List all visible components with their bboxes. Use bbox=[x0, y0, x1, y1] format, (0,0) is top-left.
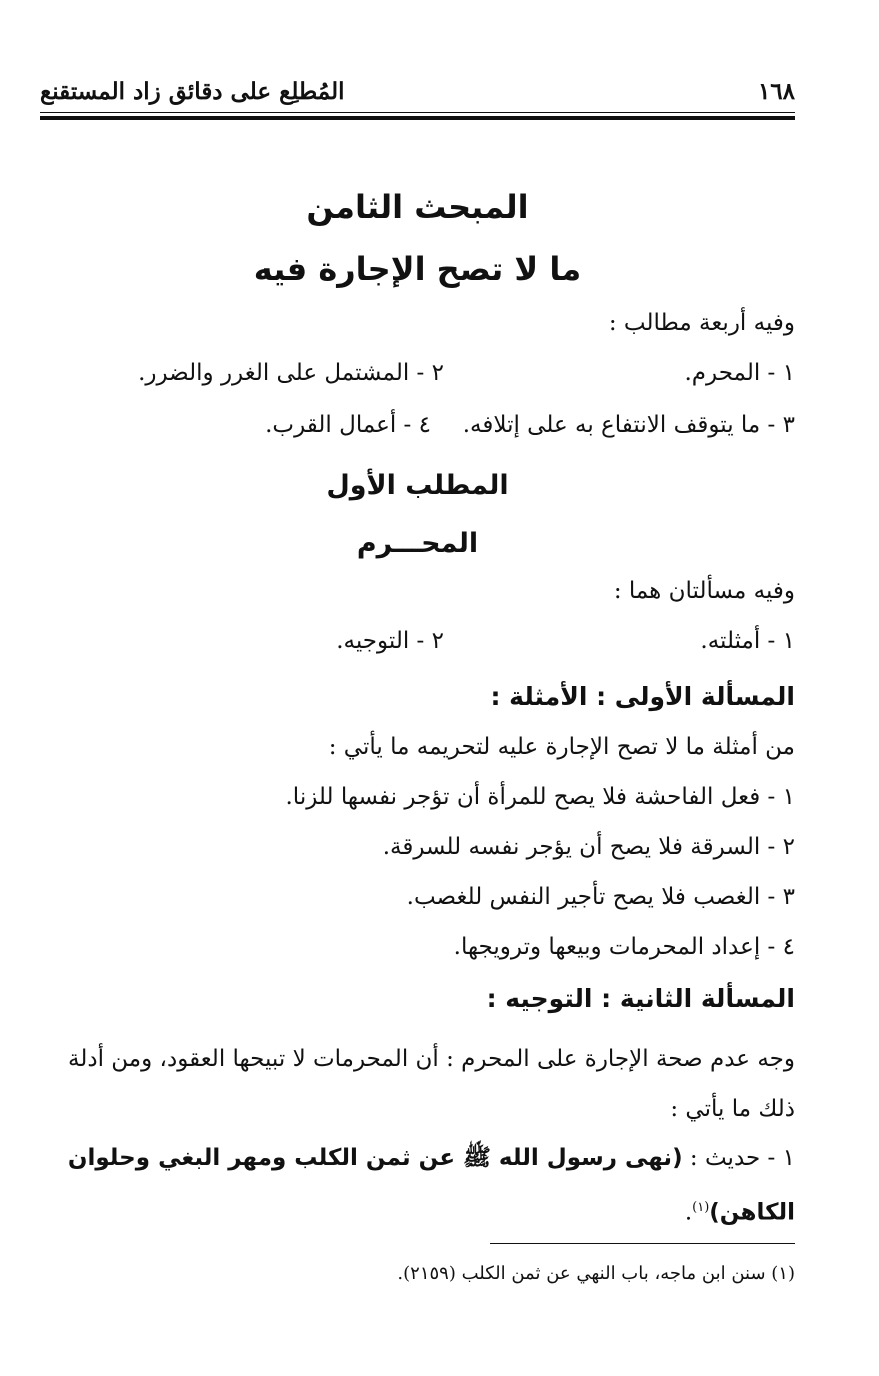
subsection-item-2: ٢ - التوجيه. bbox=[336, 628, 444, 654]
question1-item-2: ٢ - السرقة فلا يصح أن يؤجر نفسه للسرقة. bbox=[382, 834, 795, 860]
hadith-prefix: ١ - حديث : bbox=[682, 1145, 795, 1171]
question1-item-4: ٤ - إعداد المحرمات وبيعها وترويجها. bbox=[453, 934, 795, 960]
page-header bbox=[40, 78, 795, 112]
section-intro: وفيه أربعة مطالب : bbox=[608, 310, 795, 336]
footnote-text: (١) سنن ابن ماجه، باب النهي عن ثمن الكلب (٢١٥٩). bbox=[397, 1263, 795, 1284]
footnote-ref[interactable]: (١) bbox=[692, 1200, 710, 1215]
section-subtitle: ما لا تصح الإجارة فيه bbox=[253, 250, 582, 288]
header-rule-thick bbox=[40, 116, 795, 120]
question1-title: المسألة الأولى : الأمثلة : bbox=[490, 682, 795, 711]
section-item-1: ١ - المحرم. bbox=[684, 360, 795, 386]
page-number: ١٦٨ bbox=[757, 78, 795, 105]
question1-item-1: ١ - فعل الفاحشة فلا يصح للمرأة أن تؤجر نفسها للزنا. bbox=[285, 784, 795, 810]
section-item-4: ٤ - أعمال القرب. bbox=[265, 412, 431, 438]
section-title: المبحث الثامن bbox=[306, 188, 529, 226]
section-item-2: ٢ - المشتمل على الغرر والضرر. bbox=[138, 360, 444, 386]
section-item-3: ٣ - ما يتوقف الانتفاع به على إتلافه. bbox=[462, 412, 795, 438]
subsection-subtitle: المحـــرم bbox=[356, 528, 479, 559]
hadith-text: (نهى رسول الله ﷺ عن ثمن الكلب ومهر البغي وحلوان الكاهن) bbox=[67, 1145, 795, 1226]
question2-title: المسألة الثانية : التوجيه : bbox=[486, 984, 795, 1013]
subsection-title: المطلب الأول bbox=[326, 470, 509, 501]
header-rule-thin bbox=[40, 112, 795, 113]
question1-item-3: ٣ - الغصب فلا يصح تأجير النفس للغصب. bbox=[406, 884, 795, 910]
hadith-end: . bbox=[684, 1199, 693, 1226]
question2-paragraph: وجه عدم صحة الإجارة على المحرم : أن المحرمات لا تبيحها العقود، ومن أدلة ذلك ما يأتي : bbox=[68, 1046, 795, 1122]
subsection-item-1: ١ - أمثلته. bbox=[700, 628, 795, 654]
hadith-line bbox=[40, 1133, 795, 1238]
footnote-rule bbox=[490, 1243, 795, 1244]
subsection-intro: وفيه مسألتان هما : bbox=[613, 578, 795, 604]
question1-intro: من أمثلة ما لا تصح الإجارة عليه لتحريمه ما يأتي : bbox=[328, 734, 795, 760]
running-title: المُطلِع على دقائق زاد المستقنع bbox=[40, 78, 345, 105]
